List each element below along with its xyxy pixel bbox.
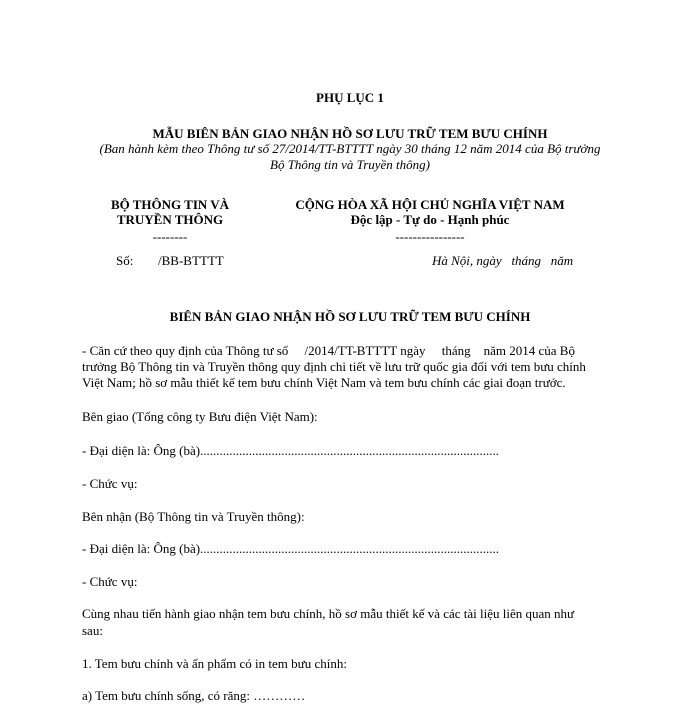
nation-motto: Độc lập - Tự do - Hạnh phúc: [350, 212, 510, 227]
number-label: Số:: [116, 253, 134, 268]
basis-line-1: - Căn cứ theo quy định của Thông tư số /2014/TT-BTTTT ngày tháng năm 2014 của Bộ: [82, 343, 575, 358]
giver-position: - Chức vụ:: [82, 476, 138, 491]
item-1a: a) Tem bưu chính sống, có răng: …………: [82, 688, 306, 703]
together-line-1: Cùng nhau tiến hành giao nhận tem bưu chính, hồ sơ mẫu thiết kế và các tài liệu liên quan như: [82, 606, 575, 621]
issued-note-line1: (Ban hành kèm theo Thông tư số 27/2014/TT-BTTTT ngày 30 tháng 12 năm 2014 của Bộ trưởng: [99, 141, 601, 156]
giver-representative: - Đại diện là: Ông (bà)............................................................................................: [82, 443, 500, 458]
ministry-rule: --------: [152, 229, 188, 244]
place-date: Hà Nội, ngày tháng năm: [432, 253, 574, 268]
receiver-position: - Chức vụ:: [82, 574, 138, 589]
number-suffix: /BB-BTTTT: [158, 253, 224, 268]
item-1-heading: 1. Tem bưu chính và ấn phẩm có in tem bưu chính:: [82, 656, 347, 671]
issued-note-line2: Bộ Thông tin và Truyền thông): [270, 157, 430, 172]
basis-line-2: trưởng Bộ Thông tin và Truyền thông quy định chi tiết về lưu trữ quốc gia đối với tem bưu chính: [82, 359, 586, 374]
nation-title: CỘNG HÒA XÃ HỘI CHỦ NGHĨA VIỆT NAM: [295, 197, 565, 212]
receiver-representative: - Đại diện là: Ông (bà)............................................................................................: [82, 541, 500, 556]
appendix-title: PHỤ LỤC 1: [316, 90, 384, 105]
nation-rule: ----------------: [395, 229, 465, 244]
receiver-heading: Bên nhận (Bộ Thông tin và Truyền thông):: [82, 509, 305, 524]
ministry-name-line1: BỘ THÔNG TIN VÀ: [110, 197, 230, 212]
giver-heading: Bên giao (Tổng công ty Bưu điện Việt Nam):: [82, 409, 318, 424]
document-title: BIÊN BẢN GIAO NHẬN HỒ SƠ LƯU TRỮ TEM BƯU CHÍNH: [169, 309, 531, 324]
together-line-2: sau:: [82, 623, 103, 638]
ministry-name-line2: TRUYỀN THÔNG: [116, 212, 224, 227]
form-title: MẪU BIÊN BẢN GIAO NHẬN HỒ SƠ LƯU TRỮ TEM BƯU CHÍNH: [152, 126, 548, 141]
basis-line-3: Việt Nam; hồ sơ mẫu thiết kế tem bưu chính Việt Nam và tem bưu chính các giai đoạn trước.: [82, 375, 566, 390]
